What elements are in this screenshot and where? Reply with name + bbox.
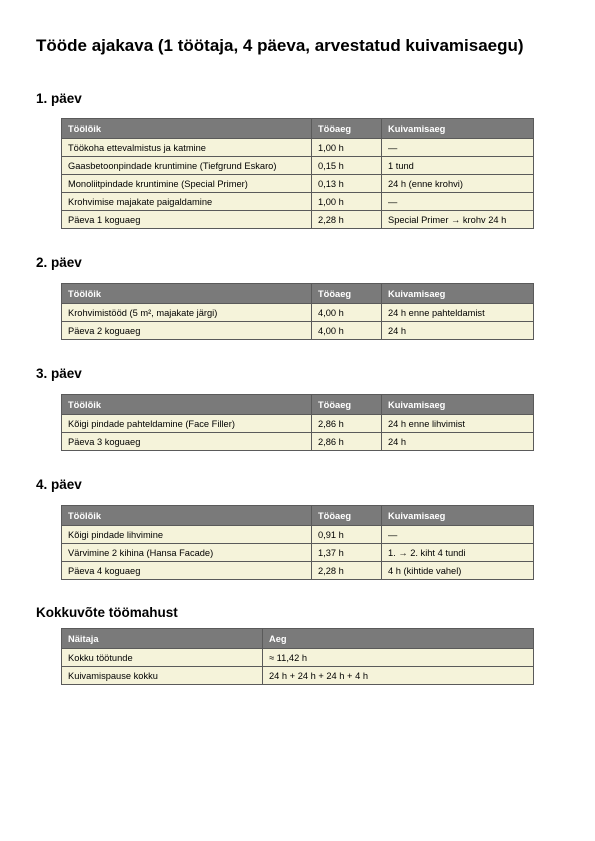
time-cell: 0,91 h [312, 526, 382, 544]
column-header-task: Töölõik [62, 506, 312, 526]
column-header-time: Tööaeg [312, 395, 382, 415]
column-header-drying: Kuivamisaeg [382, 506, 534, 526]
drying-cell: 24 h [382, 322, 534, 340]
column-header-indicator: Näitaja [62, 629, 263, 649]
drying-cell: 1 tund [382, 157, 534, 175]
indicator-cell: Kokku töötunde [62, 649, 263, 667]
day-3-table [61, 394, 534, 451]
task-cell: Kõigi pindade lihvimine [62, 526, 312, 544]
task-cell: Päeva 4 koguaeg [62, 562, 312, 580]
drying-cell: 4 h (kihtide vahel) [382, 562, 534, 580]
day-4-heading: 4. päev [36, 477, 82, 492]
column-header-task: Töölõik [62, 284, 312, 304]
task-cell: Monoliitpindade kruntimine (Special Primer) [62, 175, 312, 193]
summary-heading: Kokkuvõte töömahust [36, 605, 178, 620]
table-row [62, 175, 534, 193]
table-row-total [62, 211, 534, 229]
column-header-time: Tööaeg [312, 119, 382, 139]
time-cell: ≈ 11,42 h [263, 649, 534, 667]
task-cell: Päeva 1 koguaeg [62, 211, 312, 229]
day-2-heading: 2. päev [36, 255, 82, 270]
time-cell: 0,13 h [312, 175, 382, 193]
indicator-cell: Kuivamispause kokku [62, 667, 263, 685]
time-cell: 4,00 h [312, 322, 382, 340]
time-cell: 2,28 h [312, 211, 382, 229]
drying-cell: 24 h [382, 433, 534, 451]
table-row [62, 304, 534, 322]
table-row [62, 526, 534, 544]
time-cell: 1,00 h [312, 193, 382, 211]
column-header-time: Tööaeg [312, 506, 382, 526]
table-row [62, 139, 534, 157]
time-cell: 2,86 h [312, 415, 382, 433]
table-header-row [62, 284, 534, 304]
column-header-drying: Kuivamisaeg [382, 284, 534, 304]
task-cell: Päeva 2 koguaeg [62, 322, 312, 340]
table-row [62, 667, 534, 685]
task-cell: Gaasbetoonpindade kruntimine (Tiefgrund Eskaro) [62, 157, 312, 175]
task-cell: Krohvimise majakate paigaldamine [62, 193, 312, 211]
table-row-total [62, 562, 534, 580]
table-row [62, 544, 534, 562]
page-title: Tööde ajakava (1 töötaja, 4 päeva, arvestatud kuivamisaegu) [36, 36, 524, 55]
table-row [62, 415, 534, 433]
table-row-total [62, 433, 534, 451]
day-2-table [61, 283, 534, 340]
task-cell: Päeva 3 koguaeg [62, 433, 312, 451]
drying-cell: — [382, 193, 534, 211]
time-cell: 4,00 h [312, 304, 382, 322]
day-1-table [61, 118, 534, 229]
task-cell: Töökoha ettevalmistus ja katmine [62, 139, 312, 157]
drying-cell: — [382, 526, 534, 544]
table-row [62, 157, 534, 175]
table-header-row [62, 395, 534, 415]
time-cell: 24 h + 24 h + 24 h + 4 h [263, 667, 534, 685]
column-header-time: Tööaeg [312, 284, 382, 304]
drying-cell: 24 h enne pahteldamist [382, 304, 534, 322]
time-cell: 1,37 h [312, 544, 382, 562]
drying-cell: Special Primer → krohv 24 h [382, 211, 534, 229]
column-header-drying: Kuivamisaeg [382, 395, 534, 415]
day-1-heading: 1. päev [36, 91, 82, 106]
table-header-row [62, 506, 534, 526]
time-cell: 2,86 h [312, 433, 382, 451]
column-header-task: Töölõik [62, 395, 312, 415]
table-row [62, 649, 534, 667]
summary-table [61, 628, 534, 685]
table-row [62, 193, 534, 211]
task-cell: Kõigi pindade pahteldamine (Face Filler) [62, 415, 312, 433]
drying-cell: 1. → 2. kiht 4 tundi [382, 544, 534, 562]
task-cell: Krohvimistööd (5 m², majakate järgi) [62, 304, 312, 322]
day-3-heading: 3. päev [36, 366, 82, 381]
drying-cell: 24 h (enne krohvi) [382, 175, 534, 193]
day-4-table [61, 505, 534, 580]
column-header-drying: Kuivamisaeg [382, 119, 534, 139]
column-header-task: Töölõik [62, 119, 312, 139]
time-cell: 2,28 h [312, 562, 382, 580]
task-cell: Värvimine 2 kihina (Hansa Facade) [62, 544, 312, 562]
table-header-row [62, 629, 534, 649]
drying-cell: — [382, 139, 534, 157]
column-header-time: Aeg [263, 629, 534, 649]
time-cell: 0,15 h [312, 157, 382, 175]
table-row-total [62, 322, 534, 340]
drying-cell: 24 h enne lihvimist [382, 415, 534, 433]
time-cell: 1,00 h [312, 139, 382, 157]
table-header-row [62, 119, 534, 139]
